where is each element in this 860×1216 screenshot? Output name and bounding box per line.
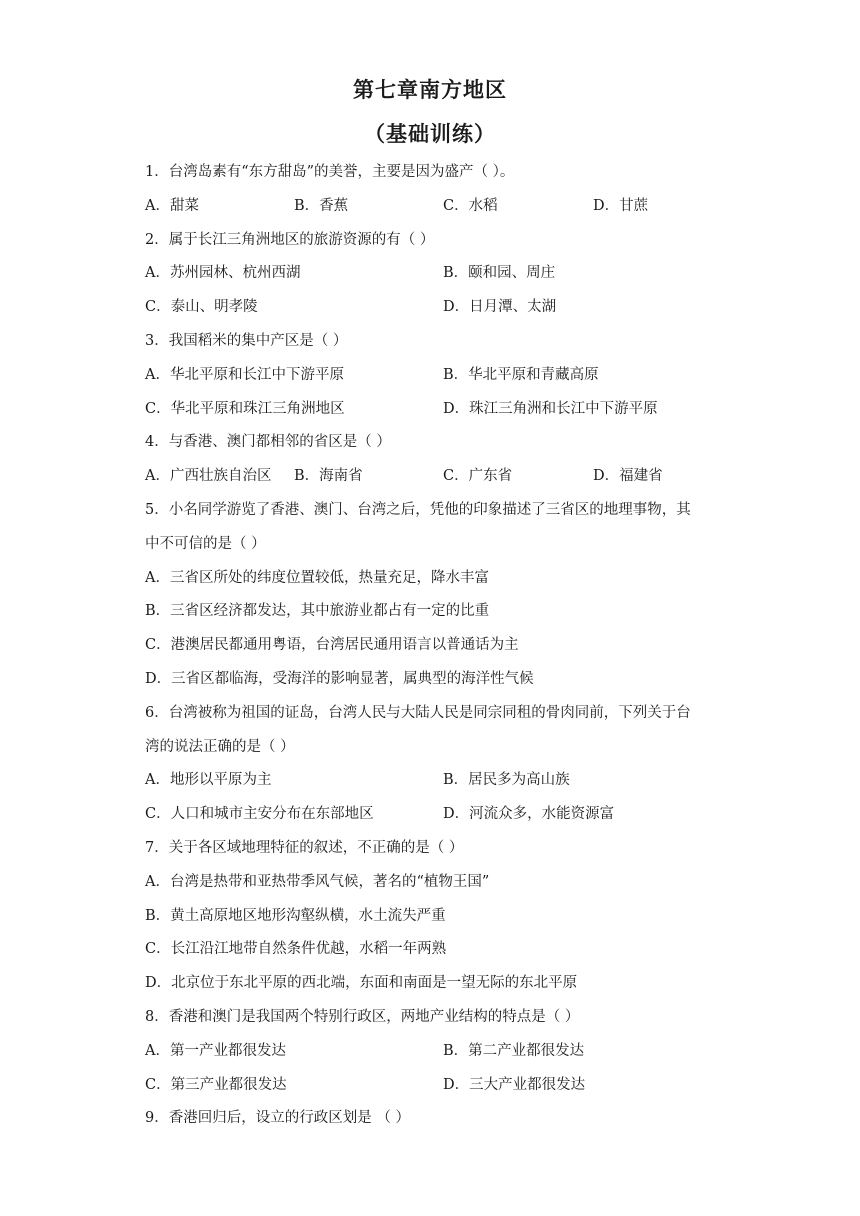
answer-option: B．华北平原和青藏高原 bbox=[443, 366, 599, 383]
answer-option: C．长江沿江地带自然条件优越，水稻一年两熟 bbox=[145, 941, 447, 958]
question-stem: 湾的说法正确的是（ ） bbox=[145, 738, 295, 755]
question-stem: 4．与香港、澳门都相邻的省区是（ ） bbox=[145, 434, 391, 451]
question-stem: 8．香港和澳门是我国两个特别行政区，两地产业结构的特点是（ ） bbox=[145, 1009, 580, 1025]
question-stem: 2．属于长江三角洲地区的旅游资源的有（ ） bbox=[145, 231, 435, 248]
answer-option: A．地形以平原为主 bbox=[145, 772, 272, 789]
answer-option: A．第一产业都很发达 bbox=[145, 1042, 286, 1059]
page-subtitle: （基础训练） bbox=[364, 121, 496, 146]
answer-option: B．香蕉 bbox=[294, 197, 349, 214]
question-stem: 7．关于各区域地理特征的叙述，不正确的是（ ） bbox=[145, 840, 464, 856]
answer-option: C．泰山、明孝陵 bbox=[145, 299, 258, 316]
answer-option: D．北京位于东北平原的西北端，东面和南面是一望无际的东北平原 bbox=[145, 975, 578, 992]
answer-option: C．人口和城市主安分布在东部地区 bbox=[145, 806, 374, 823]
answer-option: C．水稻 bbox=[443, 197, 498, 214]
answer-option: A．三省区所处的纬度位置较低，热量充足，降水丰富 bbox=[145, 569, 489, 586]
answer-option: C．华北平原和珠江三角洲地区 bbox=[145, 400, 345, 417]
question-stem: 5．小名同学游览了香港、澳门、台湾之后，凭他的印象描述了三省区的地理事物，其 bbox=[145, 502, 691, 518]
question-stem: 1．台湾岛素有“东方甜岛”的美誉，主要是因为盛产（ ）。 bbox=[145, 164, 515, 180]
answer-option: C．港澳居民都通用粤语，台湾居民通用语言以普通话为主 bbox=[145, 637, 519, 654]
answer-option: B．第二产业都很发达 bbox=[443, 1042, 585, 1059]
answer-option: D．三省区都临海，受海洋的影响显著，属典型的海洋性气候 bbox=[145, 671, 534, 687]
answer-option: D．河流众多，水能资源富 bbox=[443, 806, 615, 823]
answer-option: A．苏州园林、杭州西湖 bbox=[145, 265, 301, 282]
answer-option: B．三省区经济都发达，其中旅游业都占有一定的比重 bbox=[145, 603, 490, 620]
answer-option: D．三大产业都很发达 bbox=[443, 1076, 586, 1093]
answer-option: D．日月潭、太湖 bbox=[443, 299, 557, 316]
question-stem: 6．台湾被称为祖国的证岛，台湾人民与大陆人民是同宗同租的骨肉同前，下列关于台 bbox=[145, 704, 691, 721]
answer-option: A．华北平原和长江中下游平原 bbox=[145, 366, 344, 383]
answer-option: D．甘蔗 bbox=[593, 197, 649, 214]
answer-option: D．福建省 bbox=[593, 468, 663, 485]
answer-option: D．珠江三角洲和长江中下游平原 bbox=[443, 400, 658, 417]
answer-option: C．广东省 bbox=[443, 468, 513, 485]
question-stem: 中不可信的是（ ） bbox=[145, 535, 266, 552]
answer-option: B．海南省 bbox=[294, 468, 363, 485]
answer-option: C．第三产业都很发达 bbox=[145, 1076, 287, 1093]
answer-option: B．黄土高原地区地形沟壑纵横，水土流失严重 bbox=[145, 907, 446, 924]
question-stem: 9．香港回归后，设立的行政区划是 （ ） bbox=[145, 1110, 410, 1127]
answer-option: A．广西壮族自治区 bbox=[145, 468, 272, 485]
question-stem: 3．我国稻米的集中产区是（ ） bbox=[145, 333, 348, 349]
answer-option: A．甜菜 bbox=[145, 197, 199, 214]
answer-option: B．居民多为高山族 bbox=[443, 772, 570, 789]
answer-option: A．台湾是热带和亚热带季风气候，著名的“植物王国” bbox=[145, 873, 490, 890]
answer-option: B．颐和园、周庄 bbox=[443, 265, 556, 282]
page-title: 第七章南方地区 bbox=[353, 77, 507, 102]
